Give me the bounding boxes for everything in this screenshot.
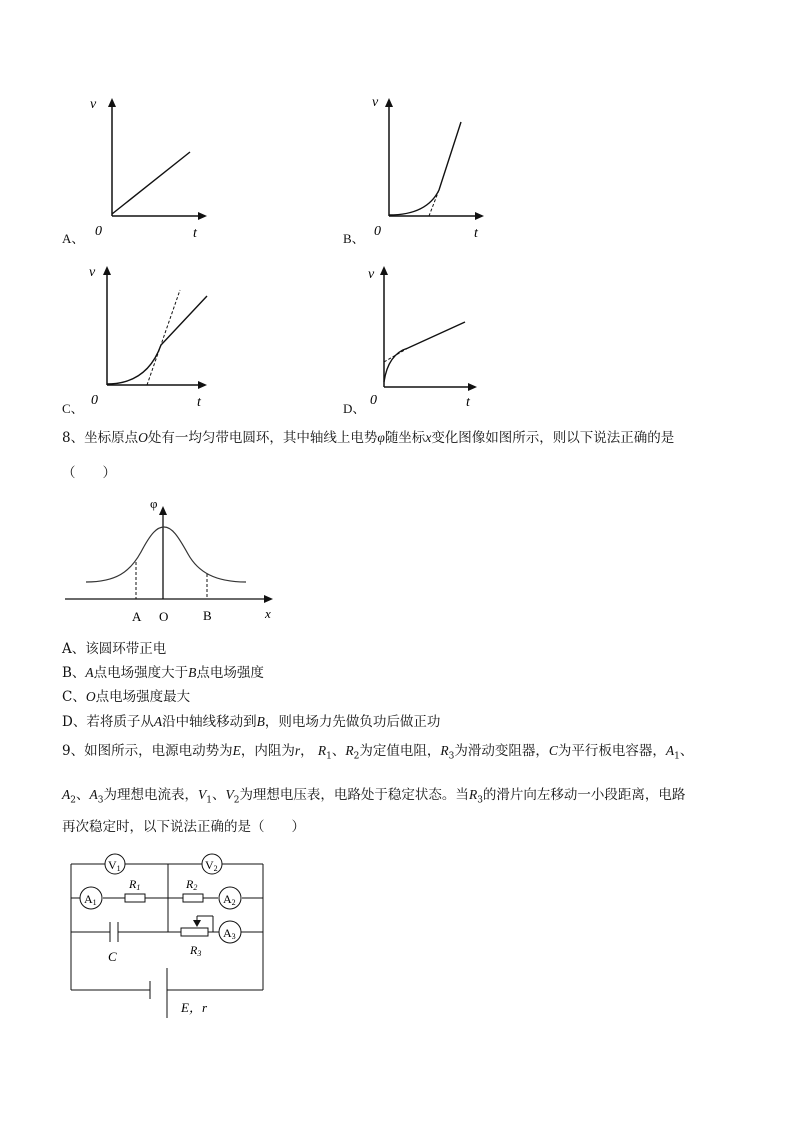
t-axis-arrow: [198, 381, 207, 389]
q8-choice-b: B、A点电场强度大于B点电场强度: [62, 665, 264, 681]
graph-option-d: [362, 260, 492, 410]
v-axis-arrow: [380, 266, 388, 275]
v-axis-arrow: [385, 98, 393, 107]
graph-option-a: [85, 92, 215, 242]
resistor-r2: [183, 894, 203, 902]
v-label: v: [90, 97, 97, 112]
circuit-diagram: [60, 848, 280, 1024]
point-a-label: A: [132, 609, 142, 624]
velocity-line: [112, 152, 190, 214]
v-label: v: [372, 95, 379, 110]
tangent-dashed: [147, 290, 180, 385]
point-b-label: B: [203, 608, 212, 623]
potential-curve: [86, 527, 246, 582]
t-axis-arrow: [198, 212, 207, 220]
svg-text:V2: V2: [205, 858, 218, 873]
origin-label: 0: [370, 393, 377, 408]
t-label: t: [193, 226, 197, 241]
potential-graph: [60, 490, 290, 630]
q9-stem-line1: 9、如图所示，电源电动势为E，内阻为r， $R_1$、$R_2$为定值电阻，$R_3$为滑动变阻器，C为平行板电容器，$A_1$、: [62, 743, 694, 762]
origin-label: 0: [374, 224, 381, 239]
svg-text:R2: R2: [186, 877, 198, 892]
svg-text:A2: A2: [223, 892, 236, 907]
origin-label: 0: [95, 224, 102, 239]
question-number: 8、: [62, 430, 85, 446]
rheostat-r3: [181, 928, 208, 936]
t-axis-arrow: [468, 383, 477, 391]
graph-option-b: [362, 92, 492, 242]
option-a-label: A、: [62, 231, 85, 246]
origin-label: 0: [91, 393, 98, 408]
q8-answer-paren: （ ）: [62, 465, 116, 481]
svg-text:R1: R1: [129, 877, 141, 892]
velocity-curve: [389, 122, 461, 215]
svg-text:R3: R3: [190, 943, 202, 958]
q8-choice-c: C、O点电场强度最大: [62, 689, 191, 705]
svg-text:A1: A1: [84, 892, 97, 907]
option-b-label: B、: [343, 231, 365, 246]
q8-stem: 8、坐标原点O处有一均匀带电圆环，其中轴线上电势φ随坐标x变化图像如图所示，则以下说法正确的是: [62, 430, 675, 446]
svg-text:V1: V1: [108, 858, 121, 873]
v-axis-arrow: [108, 98, 116, 107]
velocity-curve: [384, 322, 465, 382]
option-d-label: D、: [343, 401, 366, 416]
t-axis-arrow: [475, 212, 484, 220]
velocity-curve: [107, 296, 207, 384]
v-label: v: [368, 267, 375, 282]
svg-text:A3: A3: [223, 926, 236, 941]
phi-label: φ: [150, 496, 158, 511]
graph-option-c: [85, 260, 215, 410]
t-label: t: [474, 226, 478, 241]
capacitor-label: C: [108, 949, 117, 964]
t-label: t: [197, 395, 201, 410]
x-label: x: [265, 606, 271, 621]
resistor-r1: [125, 894, 145, 902]
option-c-label: C、: [62, 401, 84, 416]
v-axis-arrow: [103, 266, 111, 275]
t-label: t: [466, 395, 470, 410]
q8-choice-a: A、该圆环带正电: [62, 641, 167, 657]
point-o-label: O: [159, 609, 169, 624]
q8-choice-d: D、若将质子从A沿中轴线移动到B，则电场力先做负功后做正功: [62, 714, 441, 730]
q9-stem-line3: 再次稳定时，以下说法正确的是（ ）: [62, 819, 305, 835]
q9-stem-line2: $A_2$、$A_3$为理想电流表，$V_1$、$V_2$为理想电压表，电路处于稳定状态。当$R_3$的滑片向左移动一小段距离，电路: [62, 787, 686, 806]
slider-arrow-icon: [193, 920, 201, 927]
x-axis-arrow: [264, 595, 273, 603]
battery-label: E，r: [181, 1000, 208, 1015]
phi-axis-arrow: [159, 506, 167, 515]
v-label: v: [89, 265, 96, 280]
